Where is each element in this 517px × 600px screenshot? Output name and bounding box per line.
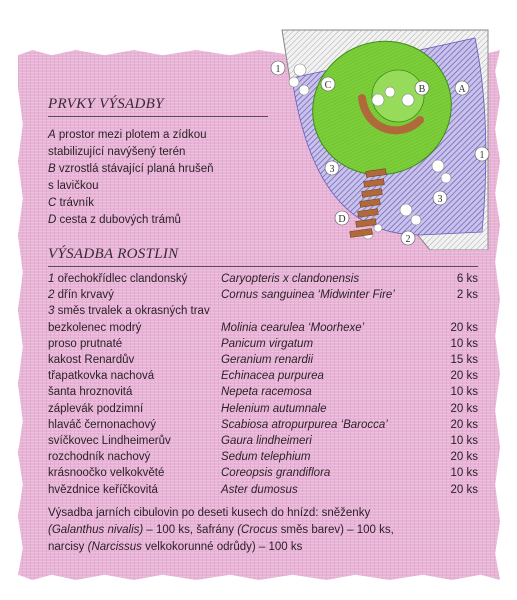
plant-common-name: 3 směs trvalek a okrasných trav xyxy=(48,305,210,318)
plant-quantity: 20 ks xyxy=(450,402,478,415)
plant-common-name: hvězdnice keříčkovitá xyxy=(48,483,158,496)
plant-row xyxy=(48,273,478,290)
plant-row xyxy=(48,370,478,387)
plant-common-name: rozchodník nachový xyxy=(48,451,151,464)
plant-quantity: 15 ks xyxy=(450,354,478,366)
bulbs-note xyxy=(48,505,468,556)
plant-quantity: 10 ks xyxy=(450,467,478,480)
section-heading-prvky: PRVKY VÝSADBY xyxy=(48,96,164,112)
plant-common-name: bezkolenec modrý xyxy=(48,321,142,334)
plant-latin-name: Cornus sanguinea ‘Midwinter Fire’ xyxy=(221,289,395,302)
plant-common-name: svíčkovec Lindheimerův xyxy=(48,435,171,447)
plan-label-3-right: 3 xyxy=(437,194,443,205)
plant-row xyxy=(48,451,478,468)
plant-row xyxy=(48,419,478,436)
bulbs-line: Výsadba jarních cibulovin po deseti kusech do hnízd: sněženky xyxy=(48,507,371,519)
prvky-item: A prostor mezi plotem a zídkou xyxy=(48,129,207,141)
plan-label-a: A xyxy=(458,84,466,95)
plan-label-d: D xyxy=(338,214,346,225)
plant-common-name: proso prutnaté xyxy=(48,337,123,350)
plant-common-name: krásnoočko velkokvěté xyxy=(48,467,165,480)
plant-latin-name: Caryopteris x clandonensis xyxy=(221,273,360,285)
plant-row xyxy=(48,484,478,501)
garden-plan xyxy=(270,20,500,250)
plan-label-c: C xyxy=(324,80,332,91)
prvky-item: C trávník xyxy=(48,197,95,209)
plant-latin-name: Scabiosa atropurpurea ‘Barocca’ xyxy=(221,418,388,431)
prvky-list xyxy=(48,127,268,229)
plant-latin-name: Helenium autumnale xyxy=(221,402,327,415)
plant-common-name: 2 dřín krvavý xyxy=(48,289,114,302)
prvky-item: B vzrostlá stávající planá hrušeň xyxy=(48,163,214,175)
plan-label-1-left: 1 xyxy=(275,64,281,75)
plant-row xyxy=(48,289,478,306)
plant-quantity: 20 ks xyxy=(450,418,478,431)
plan-label-b: B xyxy=(418,84,426,95)
plant-common-name: třapatkovka nachová xyxy=(48,370,155,383)
plant-quantity: 20 ks xyxy=(450,451,478,464)
plant-common-name: kakost Renardův xyxy=(48,354,135,366)
plant-row xyxy=(48,305,478,322)
plant-quantity: 10 ks xyxy=(450,435,478,447)
plant-quantity: 2 ks xyxy=(456,289,478,302)
plant-row xyxy=(48,403,478,420)
plant-latin-name: Coreopsis grandiflora xyxy=(221,467,331,480)
plant-quantity: 20 ks xyxy=(450,321,478,334)
plant-row xyxy=(48,435,478,452)
plant-row xyxy=(48,322,478,339)
plant-row xyxy=(48,386,478,403)
plant-latin-name: Gaura lindheimeri xyxy=(221,435,312,447)
bulbs-line: (Galanthus nivalis) – 100 ks, šafrány (Crocus směs barev) – 100 ks, xyxy=(48,524,394,536)
prvky-item: D cesta z dubových trámů xyxy=(48,214,181,226)
plant-quantity: 10 ks xyxy=(450,337,478,350)
plant-quantity: 6 ks xyxy=(456,273,478,285)
plant-latin-name: Geranium renardii xyxy=(221,354,314,366)
plan-label-2: 2 xyxy=(405,234,411,245)
heading-divider xyxy=(48,266,478,267)
plant-common-name: hlaváč černonachový xyxy=(48,418,157,431)
section-heading-vysadba: VÝSADBA ROSTLIN xyxy=(48,246,179,262)
plant-latin-name: Aster dumosus xyxy=(221,483,298,496)
plan-label-3-left: 3 xyxy=(329,164,335,175)
plan-label-1-right: 1 xyxy=(479,150,485,161)
plant-quantity: 20 ks xyxy=(450,370,478,383)
plant-quantity: 20 ks xyxy=(450,483,478,496)
plant-row xyxy=(48,467,478,484)
heading-divider xyxy=(48,116,268,117)
plant-latin-name: Echinacea purpurea xyxy=(221,370,324,383)
plant-common-name: 1 ořechokřídlec clandonský xyxy=(48,273,188,285)
plant-latin-name: Panicum virgatum xyxy=(221,337,314,350)
plant-latin-name: Nepeta racemosa xyxy=(221,386,312,399)
bulbs-line: narcisy (Narcissus velkokorunné odrůdy) – 100 ks xyxy=(48,541,303,553)
plant-latin-name: Molinia cearulea ‘Moorhexe’ xyxy=(221,321,365,334)
plant-common-name: záplevák podzimní xyxy=(48,402,144,415)
plant-common-name: šanta hroznovitá xyxy=(48,386,133,399)
prvky-item: stabilizující navýšený terén xyxy=(48,146,186,158)
plant-row xyxy=(48,354,478,371)
prvky-item: s lavičkou xyxy=(48,180,99,192)
plant-quantity: 10 ks xyxy=(450,386,478,399)
plant-latin-name: Sedum telephium xyxy=(221,451,311,464)
plant-row xyxy=(48,338,478,355)
